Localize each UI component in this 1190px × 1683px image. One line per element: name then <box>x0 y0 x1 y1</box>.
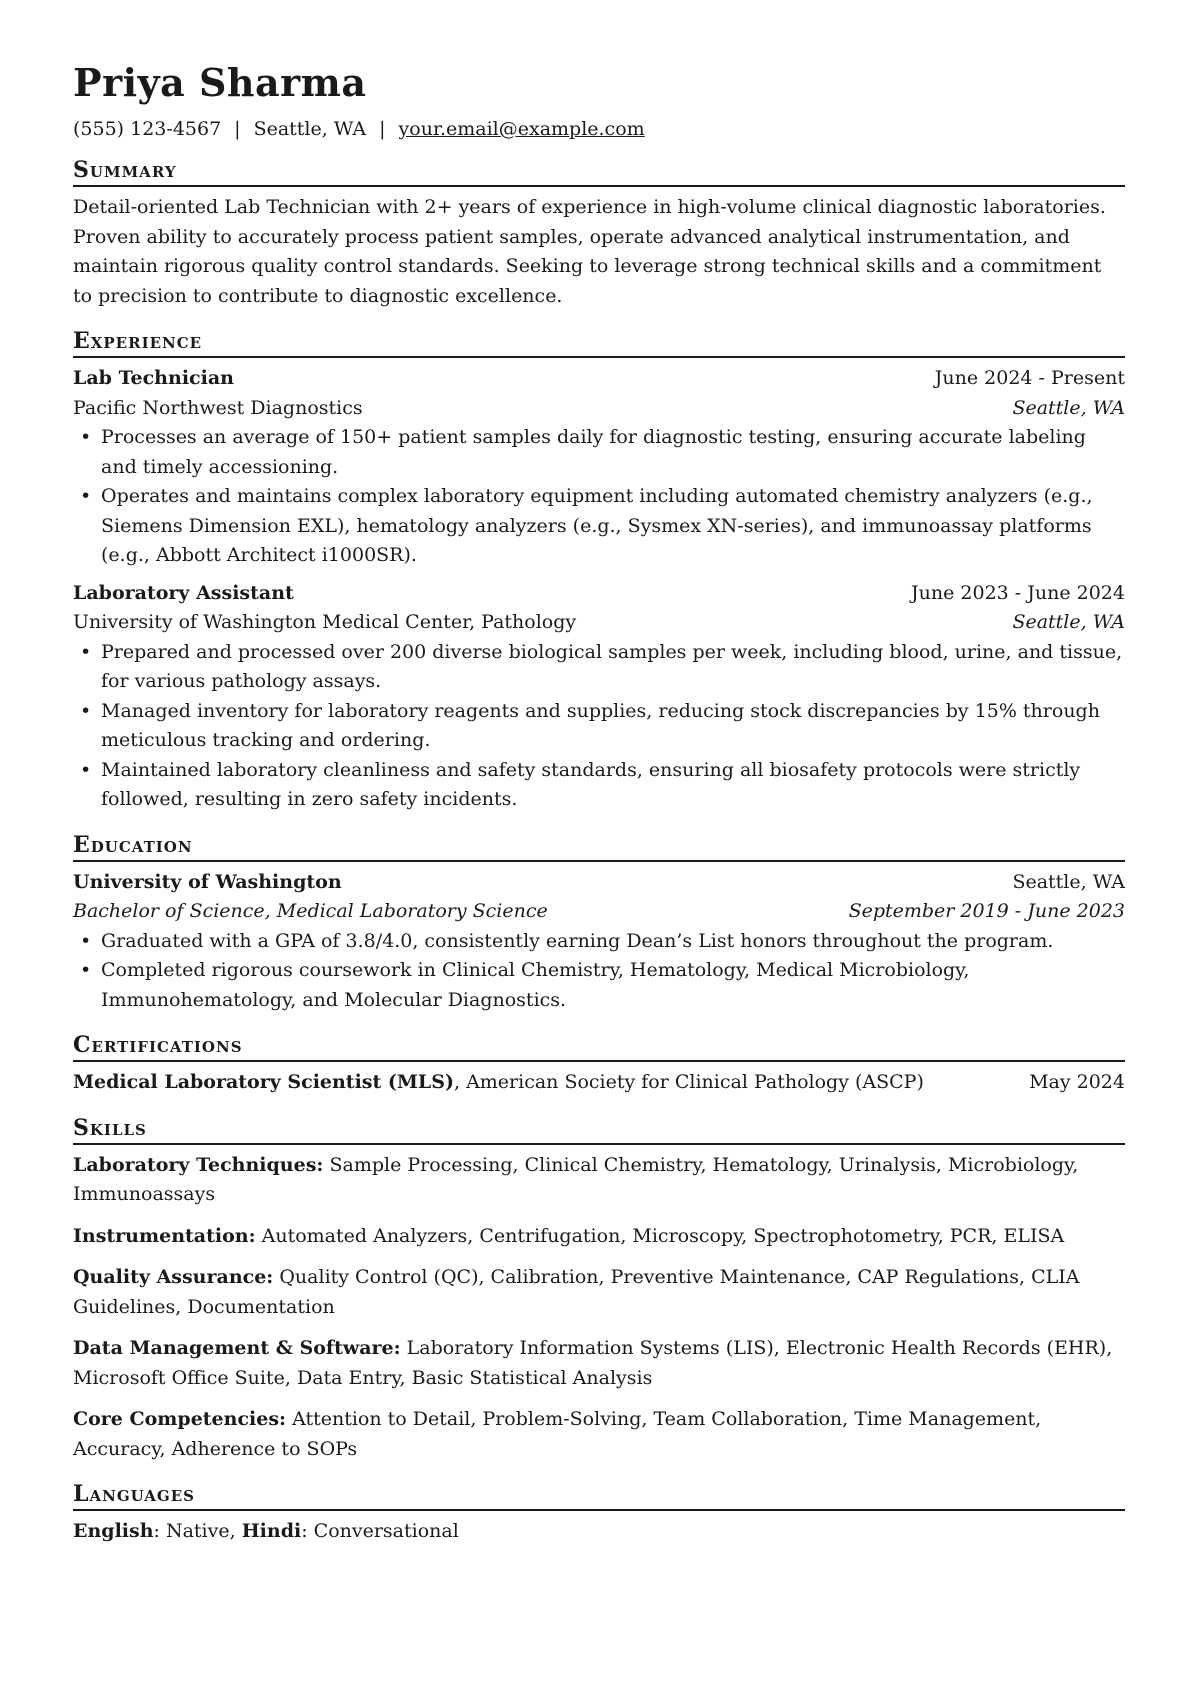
contact-line <box>73 116 1125 142</box>
education-header <box>73 868 1125 898</box>
job-dates: June 2024 - Present <box>934 367 1125 389</box>
school-name: University of Washington <box>73 870 342 893</box>
bullet-text: Graduated with a GPA of 3.8/4.0, consistently earning Dean’s List honors throughout the program. <box>101 929 1054 952</box>
job-company: Pacific Northwest Diagnostics <box>73 396 363 419</box>
bullet-text: Prepared and processed over 200 diverse biological samples per week, including blood, urine, and tissue, for various pathology assays. <box>101 640 1123 692</box>
job-location: Seattle, WA <box>1012 611 1125 633</box>
language-level: : Conversational <box>301 1520 459 1542</box>
bullet-text: Managed inventory for laboratory reagents and supplies, reducing stock discrepancies by 15% through meticulous tracking and ordering. <box>101 699 1100 751</box>
certification-date: May 2024 <box>1029 1071 1125 1093</box>
certification-row <box>73 1068 1125 1098</box>
experience-entry <box>73 364 1125 571</box>
skill-item <box>73 1222 1125 1252</box>
education-subheader <box>73 897 1125 927</box>
job-bullets <box>73 638 1125 815</box>
degree: Bachelor of Science, Medical Laboratory Science <box>73 900 548 922</box>
bullet-item <box>73 956 1125 1015</box>
section-title-summary: Summary <box>73 156 1125 187</box>
phone-number: (555) 123-4567 <box>73 118 222 140</box>
bullet-icon: • <box>80 699 92 722</box>
section-title-certifications: Certifications <box>73 1031 1125 1062</box>
contact-separator: | <box>234 118 241 140</box>
skill-item <box>73 1263 1125 1322</box>
job-bullets <box>73 423 1125 571</box>
education-bullets <box>73 927 1125 1016</box>
bullet-item <box>73 638 1125 697</box>
skill-item <box>73 1405 1125 1464</box>
language-name: English <box>73 1520 154 1542</box>
bullet-icon: • <box>80 426 92 448</box>
job-company: University of Washington Medical Center, Pathology <box>73 611 577 633</box>
bullet-icon: • <box>80 929 92 952</box>
resume-content <box>73 60 1125 1547</box>
section-title-languages: Languages <box>73 1480 1125 1511</box>
email-link[interactable]: your.email@example.com <box>398 118 645 140</box>
job-role: Lab Technician <box>73 367 234 389</box>
bullet-text: Operates and maintains complex laboratory equipment including automated chemistry analyzers (e.g., Siemens Dimension EXL), hematology analyzers (e.g., Sysmex XN-series), and immunoassay platforms (e.g., Abbott Architect i1000SR). <box>101 485 1093 566</box>
bullet-item <box>73 423 1125 482</box>
bullet-icon: • <box>80 758 92 781</box>
bullet-icon: • <box>80 959 92 981</box>
job-header <box>73 579 1125 609</box>
bullet-text: Maintained laboratory cleanliness and safety standards, ensuring all biosafety protocols were strictly followed, resulting in zero safety incidents. <box>101 758 1081 810</box>
bullet-item <box>73 927 1125 957</box>
skill-text: Sample Processing, Clinical Chemistry, Hematology, Urinalysis, Microbiology, Immunoassays <box>73 1153 1079 1205</box>
skill-item <box>73 1151 1125 1210</box>
skill-text: Automated Analyzers, Centrifugation, Microscopy, Spectrophotometry, PCR, ELISA <box>255 1224 1065 1247</box>
section-title-education: Education <box>73 831 1125 862</box>
skill-category: Laboratory Techniques: <box>73 1153 324 1176</box>
bullet-text: Completed rigorous coursework in Clinical Chemistry, Hematology, Medical Microbiology, Immunohematology, and Molecular Diagnostics. <box>101 959 970 1011</box>
bullet-icon: • <box>80 485 92 507</box>
language-joiner: , <box>229 1520 242 1542</box>
summary-text: Detail-oriented Lab Technician with 2+ years of experience in high-volume clinical diagnostic laboratories. Proven ability to accurately process patient samples, operate advanced analytical instrumentation, and maintain rigorous quality control standards. Seeking to leverage strong technical skills and a commitment to precision to contribute to diagnostic excellence. <box>73 196 1106 307</box>
job-role: Laboratory Assistant <box>73 581 294 604</box>
skills-list <box>73 1151 1125 1465</box>
language-level: : Native <box>153 1520 230 1542</box>
skill-category: Instrumentation: <box>73 1224 256 1247</box>
certification-text <box>73 1068 924 1098</box>
contact-separator: | <box>379 118 386 140</box>
languages-line <box>73 1517 1125 1547</box>
location: Seattle, WA <box>253 118 367 140</box>
skill-category: Quality Assurance: <box>73 1266 274 1288</box>
job-subheader <box>73 608 1125 638</box>
certification-name: Medical Laboratory Scientist (MLS) <box>73 1071 454 1093</box>
section-title-skills: Skills <box>73 1114 1125 1145</box>
job-dates: June 2023 - June 2024 <box>911 581 1125 604</box>
job-header <box>73 364 1125 394</box>
certification-issuer: , American Society for Clinical Pathology (ASCP) <box>453 1071 924 1093</box>
skill-category: Data Management & Software: <box>73 1337 401 1359</box>
job-location: Seattle, WA <box>1012 396 1125 419</box>
candidate-name: Priya Sharma <box>73 60 367 105</box>
skill-text: Laboratory Information Systems (LIS), Electronic Health Records (EHR), Microsoft Office Suite, Data Entry, Basic Statistical Analysis <box>73 1337 1113 1389</box>
skill-category: Core Competencies: <box>73 1408 287 1430</box>
education-dates: September 2019 - June 2023 <box>848 900 1125 922</box>
bullet-item <box>73 697 1125 756</box>
experience-entry <box>73 579 1125 815</box>
job-subheader <box>73 394 1125 424</box>
school-location: Seattle, WA <box>1012 870 1125 893</box>
bullet-item <box>73 482 1125 571</box>
section-title-experience: Experience <box>73 327 1125 358</box>
bullet-item <box>73 756 1125 815</box>
bullet-text: Processes an average of 150+ patient samples daily for diagnostic testing, ensuring accurate labeling and timely accessioning. <box>101 426 1086 478</box>
skill-text: Quality Control (QC), Calibration, Preventive Maintenance, CAP Regulations, CLIA Guidelines, Documentation <box>73 1266 1080 1318</box>
skill-item <box>73 1334 1125 1393</box>
language-name: Hindi <box>241 1520 302 1542</box>
bullet-icon: • <box>80 640 92 663</box>
skill-text: Attention to Detail, Problem-Solving, Team Collaboration, Time Management, Accuracy, Adherence to SOPs <box>73 1408 1042 1460</box>
